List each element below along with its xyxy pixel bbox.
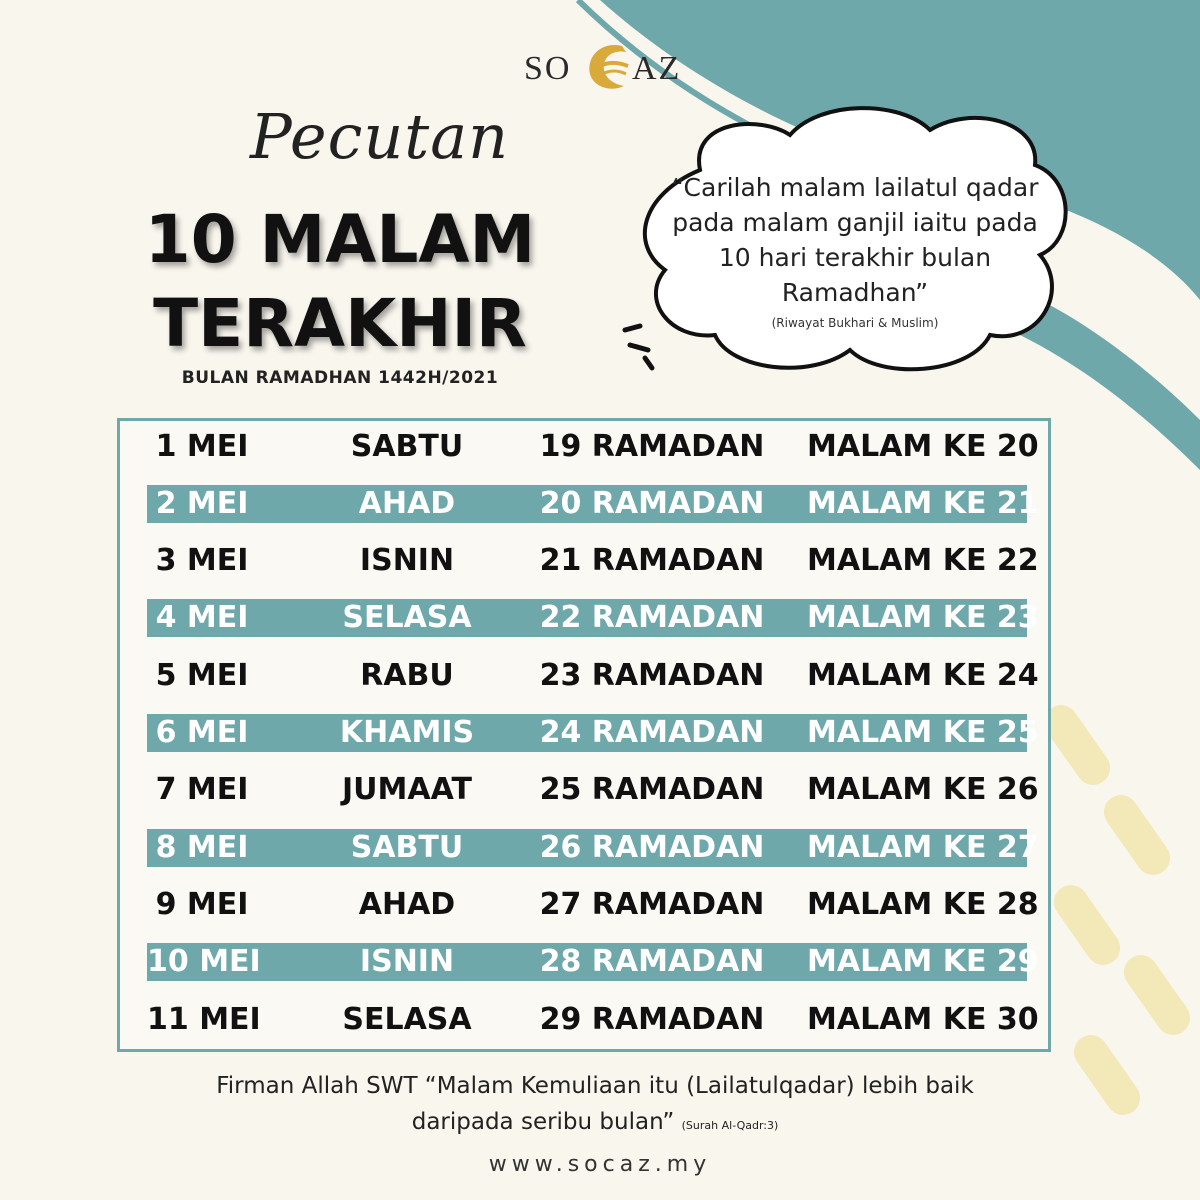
night-cell: MALAM KE 25 (807, 715, 1039, 750)
day-cell: SABTU (350, 429, 464, 464)
hijri-cell: 20 RAMADAN (539, 486, 765, 521)
page-title (120, 198, 560, 366)
night-cell: MALAM KE 24 (807, 658, 1039, 693)
date-cell: 4 MEI (155, 600, 249, 635)
table-row (147, 1001, 1039, 1039)
title-line-1: 10 MALAM (144, 201, 536, 278)
day-cell: KHAMIS (339, 715, 475, 750)
night-cell: MALAM KE 29 (807, 944, 1039, 979)
script-title: Pecutan (250, 100, 510, 173)
footer-quote-text: Firman Allah SWT “Malam Kemuliaan itu (Lailatulqadar) lebih baik daripada seribu bulan” (216, 1073, 974, 1135)
hijri-cell: 28 RAMADAN (539, 944, 765, 979)
night-cell: MALAM KE 28 (807, 887, 1039, 922)
website-link[interactable]: www.socaz.my (488, 1152, 712, 1177)
date-cell: 3 MEI (155, 543, 249, 578)
hijri-cell: 29 RAMADAN (539, 1002, 765, 1037)
night-cell: MALAM KE 27 (807, 830, 1039, 865)
day-cell: AHAD (358, 486, 456, 521)
night-cell: MALAM KE 22 (807, 543, 1039, 578)
gold-wing-icon (582, 36, 632, 96)
footer-quote (170, 1068, 1020, 1144)
table-row (147, 771, 1039, 809)
table-row (147, 943, 1039, 981)
date-cell: 9 MEI (155, 887, 249, 922)
hijri-cell: 27 RAMADAN (539, 887, 765, 922)
hijri-cell: 19 RAMADAN (539, 429, 765, 464)
day-cell: JUMAAT (342, 772, 472, 807)
night-cell: MALAM KE 20 (807, 429, 1039, 464)
table-row (147, 542, 1039, 580)
date-cell: 2 MEI (155, 486, 249, 521)
date-cell: 11 MEI (147, 1002, 261, 1037)
night-cell: MALAM KE 23 (807, 600, 1039, 635)
hijri-cell: 26 RAMADAN (539, 830, 765, 865)
table-row (147, 428, 1039, 466)
footer-quote-source: (Surah Al-Qadr:3) (681, 1119, 779, 1132)
title-line-2: TERAKHIR (153, 285, 527, 362)
night-cell: MALAM KE 30 (807, 1002, 1039, 1037)
hijri-cell: 25 RAMADAN (539, 772, 765, 807)
table-row (147, 485, 1039, 523)
bubble-quote-source: (Riwayat Bukhari & Muslim) (771, 316, 939, 330)
table-row (147, 714, 1039, 752)
hijri-cell: 22 RAMADAN (539, 600, 765, 635)
night-cell: MALAM KE 21 (807, 486, 1039, 521)
table-row (147, 599, 1039, 637)
day-cell: RABU (360, 658, 454, 693)
day-cell: SELASA (342, 1002, 472, 1037)
hijri-cell: 24 RAMADAN (539, 715, 765, 750)
day-cell: AHAD (358, 887, 456, 922)
night-cell: MALAM KE 26 (807, 772, 1039, 807)
day-cell: ISNIN (359, 543, 455, 578)
bubble-accent-marks (625, 326, 652, 368)
day-cell: ISNIN (359, 944, 455, 979)
date-cell: 10 MEI (147, 944, 261, 979)
brand-logo: SO AZ (520, 36, 690, 96)
bubble-quote: “Carilah malam lailatul qadar pada malam ganjil iaitu pada 10 hari terakhir bulan Ramadhan” (671, 173, 1039, 307)
logo-text (520, 36, 521, 37)
page-subtitle: BULAN RAMADHAN 1442H/2021 (181, 368, 499, 388)
cream-dash-pattern (1037, 698, 1196, 1121)
table-row (147, 886, 1039, 924)
date-cell: 8 MEI (155, 830, 249, 865)
schedule-table (117, 418, 1051, 1052)
date-cell: 7 MEI (155, 772, 249, 807)
hijri-cell: 21 RAMADAN (539, 543, 765, 578)
day-cell: SELASA (342, 600, 472, 635)
table-row (147, 657, 1039, 695)
day-cell: SABTU (350, 830, 464, 865)
table-row (147, 829, 1039, 867)
date-cell: 6 MEI (155, 715, 249, 750)
hijri-cell: 23 RAMADAN (539, 658, 765, 693)
date-cell: 1 MEI (155, 429, 249, 464)
date-cell: 5 MEI (155, 658, 249, 693)
